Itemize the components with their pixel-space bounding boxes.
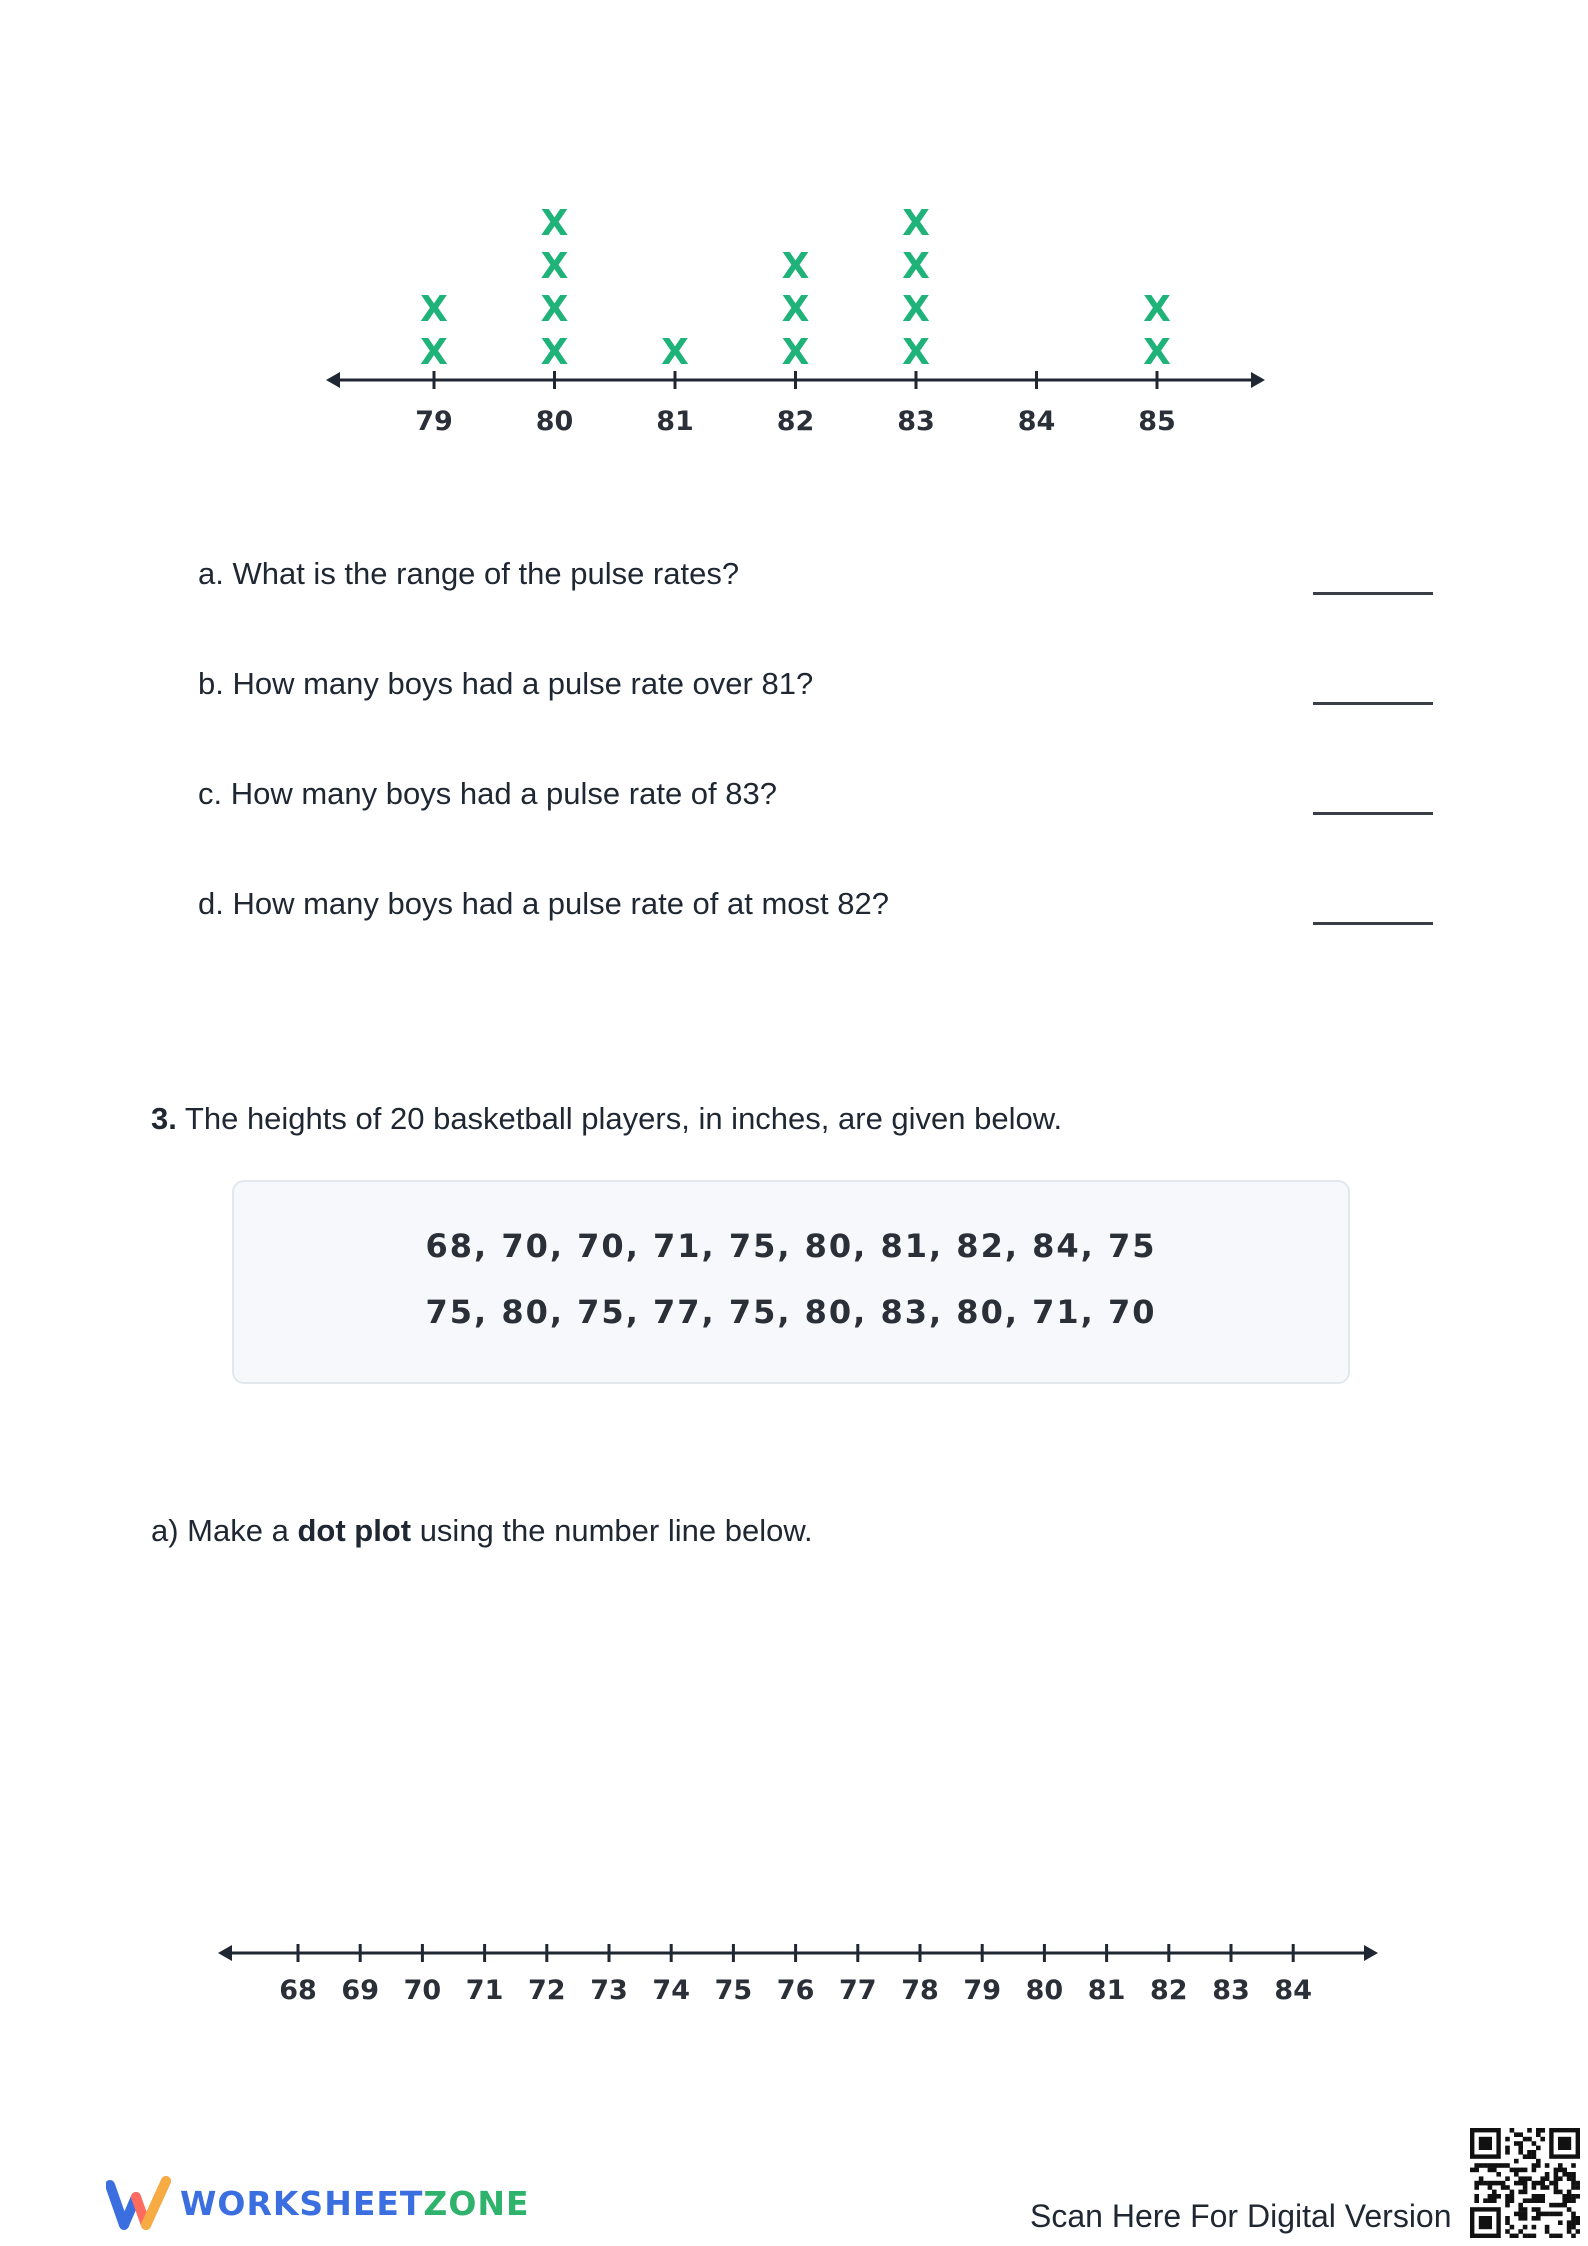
axis-tick-label: 84 bbox=[1274, 1975, 1312, 2006]
problem-3-text: The heights of 20 basketball players, in inches, are given below. bbox=[176, 1101, 1063, 1136]
axis-tick-label: 68 bbox=[279, 1975, 317, 2006]
axis-tick-label: 80 bbox=[1025, 1975, 1064, 2006]
axis-tick-label: 76 bbox=[776, 1975, 815, 2006]
number-line-axis-2 bbox=[218, 1945, 1378, 1961]
part-a-bold: dot plot bbox=[297, 1513, 412, 1548]
axis-tick-label: 69 bbox=[341, 1975, 379, 2006]
plot-mark-x: X bbox=[902, 332, 930, 373]
axis-right-arrow bbox=[1251, 372, 1265, 388]
plot-mark-x: X bbox=[540, 332, 569, 373]
plot-mark-x: X bbox=[661, 332, 689, 373]
axis-tick-label: 71 bbox=[465, 1975, 504, 2006]
worksheetzone-logo-icon bbox=[106, 2175, 172, 2231]
axis-tick-label: 79 bbox=[963, 1975, 1001, 2006]
axis-tick-label: 73 bbox=[590, 1975, 628, 2006]
question-d: d. How many boys had a pulse rate of at most 82? bbox=[198, 886, 889, 921]
question-c: c. How many boys had a pulse rate of 83? bbox=[198, 776, 777, 811]
axis-tick-label: 85 bbox=[1138, 406, 1176, 437]
data-box bbox=[232, 1180, 1350, 1384]
problem-3-prompt bbox=[151, 1101, 1062, 1137]
data-line-2: 75, 80, 75, 77, 75, 80, 83, 80, 71, 70 bbox=[425, 1293, 1157, 1331]
answer-blank-d[interactable] bbox=[1313, 922, 1433, 925]
scan-caption: Scan Here For Digital Version bbox=[1030, 2198, 1452, 2234]
pulse-rate-dot-plot bbox=[0, 0, 1588, 470]
plot-mark-x: X bbox=[540, 289, 569, 330]
plot-mark-x: X bbox=[1143, 332, 1171, 373]
plot-mark-x: X bbox=[781, 332, 810, 373]
axis-tick-label: 72 bbox=[528, 1975, 566, 2006]
plot-mark-x: X bbox=[781, 289, 810, 330]
axis-left-arrow bbox=[326, 372, 340, 388]
axis-tick-label: 79 bbox=[415, 406, 453, 437]
axis-left-arrow bbox=[218, 1945, 232, 1961]
plot-mark-x: X bbox=[540, 203, 569, 244]
part-a-suffix: using the number line below. bbox=[411, 1513, 813, 1548]
plot-mark-x: X bbox=[420, 289, 448, 330]
plot-mark-x: X bbox=[420, 332, 448, 373]
axis-tick-label: 77 bbox=[839, 1975, 877, 2006]
answer-blank-b[interactable] bbox=[1313, 702, 1433, 705]
axis-tick-label: 83 bbox=[897, 406, 935, 437]
question-b: b. How many boys had a pulse rate over 81? bbox=[198, 666, 814, 701]
axis-tick-label: 74 bbox=[652, 1975, 690, 2006]
problem-number: 3. bbox=[151, 1101, 177, 1136]
part-a-prefix: a) Make a bbox=[151, 1513, 298, 1548]
brand-name-part1: WORKSHEET bbox=[180, 2183, 424, 2223]
brand-name bbox=[180, 2184, 530, 2223]
axis-right-arrow bbox=[1364, 1945, 1378, 1961]
axis-tick-label: 81 bbox=[1087, 1975, 1126, 2006]
brand-name-part2: ZONE bbox=[423, 2183, 530, 2223]
question-a: a. What is the range of the pulse rates? bbox=[198, 556, 740, 591]
axis-tick-label: 83 bbox=[1212, 1975, 1250, 2006]
axis-tick-label: 75 bbox=[714, 1975, 753, 2006]
data-line-1: 68, 70, 70, 71, 75, 80, 81, 82, 84, 75 bbox=[425, 1227, 1157, 1265]
axis-tick-label: 80 bbox=[535, 406, 574, 437]
axis-tick-label: 78 bbox=[901, 1975, 939, 2006]
part-a-instruction bbox=[151, 1513, 813, 1549]
answer-blank-c[interactable] bbox=[1313, 812, 1433, 815]
axis-tick-label: 81 bbox=[656, 406, 694, 437]
plot-mark-x: X bbox=[902, 246, 930, 287]
plot-mark-x: X bbox=[1143, 289, 1171, 330]
plot-mark-x: X bbox=[540, 246, 569, 287]
axis-tick-label: 70 bbox=[403, 1975, 442, 2006]
axis-tick-label: 82 bbox=[776, 406, 815, 437]
answer-blank-a[interactable] bbox=[1313, 592, 1433, 595]
plot-mark-x: X bbox=[781, 246, 810, 287]
height-number-line[interactable] bbox=[0, 1900, 1588, 2020]
plot-mark-x: X bbox=[902, 203, 930, 244]
qr-code-icon[interactable] bbox=[1470, 2128, 1580, 2238]
axis-tick-label: 82 bbox=[1150, 1975, 1188, 2006]
plot-mark-x: X bbox=[902, 289, 930, 330]
brand-logo bbox=[106, 2175, 530, 2231]
axis-tick-label: 84 bbox=[1017, 406, 1056, 437]
